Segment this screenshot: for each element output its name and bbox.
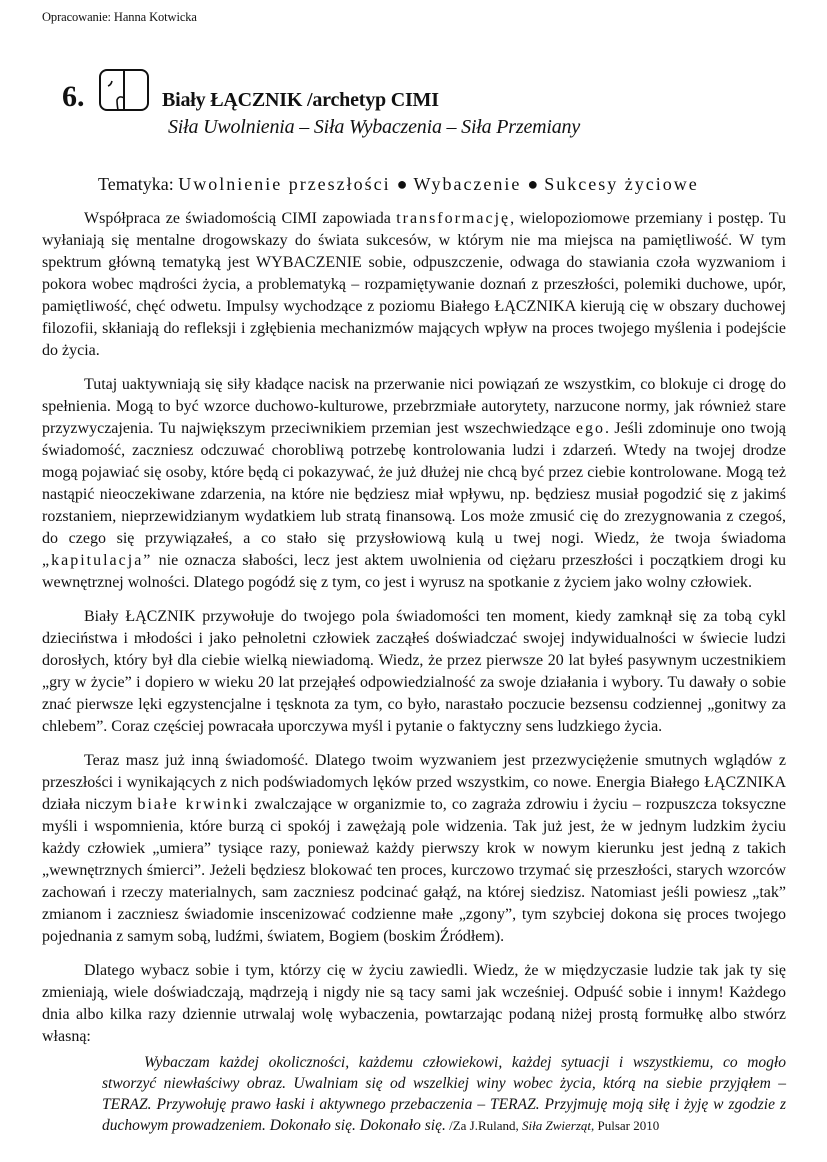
cimi-glyph-icon [98,68,150,112]
body-text [42,208,786,1136]
topic-item: Sukcesy życiowe [544,174,699,194]
text-run: Tutaj uaktywniają się siły kładące nacisk na przerwanie nici powiązań ze wszystkim, co blokuje ci drogę do spełnienia. Mogą to być wzorce duchowo-kulturowe, przebrzmiałe autorytety, narzucone normy, jak również stare przyzwyczajenia. Tu największym przeciwnikiem przemian jest wszechwiedzące [42,376,786,437]
quote-text: Wybaczam każdej okoliczności, każdemu człowiekowi, każdej sytuacji i wszystkiemu, co mogło stworzyć niewłaściwy obraz. Uwalniam się od wszelkiej winy wobec życia, którą na siebie przyjąłem – TERAZ. Przywołuję prawo łaski i aktywnego przebaczenia – TERAZ. Przyjmuję moją siłę i żyję w zgodzie z duchowym prowadzeniem. Dokonało się. Dokonało się. [102,1054,786,1134]
topic-item: Wybaczenie [413,174,522,194]
quote-source-publisher: , Pulsar 2010 [591,1118,660,1133]
emphasis-text: ego [575,420,605,437]
topic-item: Uwolnienie przeszłości [178,174,391,194]
text-run: nie oznacza słabości, lecz jest aktem uwolnienia od ciężaru przeszłości i początkiem drogi ku wewnętrznej wolności. Dlatego pogódź się z tym, co jest i wyrusz na spotkanie z życiem jako wolny człowiek. [42,552,786,591]
chapter-number: 6. [62,80,85,113]
paragraph-2 [42,374,786,594]
text-run: zwalczające w organizmie to, co zagraża zdrowiu i życiu – rozpuszcza toksyczne myśli i wspomnienia, które burzą ci spokój i zawężają pole widzenia. Tak już jest, że w jednym ludzkim życiu każdy człowiek „umiera” tysiące razy, ponieważ każdy pierwszy krok w nowym kierunku jest jedną z takich „wewnętrznych śmierci”. Jeżeli będziesz blokować ten proces, kurczowo trzymać się przeszłości, starych wzorców zachowań i rzeczy materialnych, sam zaczniesz podcinać gałąź, na której siedzisz. Natomiast jeśli powiesz „tak” zmianom i zaczniesz świadomie inscenizować codzienne małe „zgony”, tym szybciej dokona się proces twojego pojednania z samym sobą, ludźmi, światem, Bogiem (boskim Źródłem). [42,796,787,945]
quote-source: /Za J.Ruland, [445,1118,523,1133]
bullet-icon: ● [527,174,539,194]
chapter-title-block [62,68,802,148]
subtitle: Siła Uwolnienia – Siła Wybaczenia – Siła Przemiany [168,116,581,138]
text-run: . Jeśli zdominuje ono twoją świadomość, zaczniesz odczuwać chorobliwą potrzebę kontrolowania ludzi i zdarzeń. Wtedy na twojej drodze mogą pojawiać się osoby, które będą ci pokazywać, że już dłużej nie chcą być przez ciebie kontrolowane. Mogą też nastąpić nieoczekiwane zdarzenia, na które nie będziesz miał wpływu, np. będziesz musiał pogodzić się z jakimś rozstaniem, nieprzewidzianym wydatkiem lub stratą finansową. Los może zmusić cię do zrezygnowania z czegoś, do czego się przywiązałeś, a co stało się przysłowiową kulą u twej nogi. Wiedz, że twoja świadoma [42,420,786,547]
text-run: , wielopoziomowe przemiany i postęp. Tu wyłaniają się mentalne drogowskazy do świata sukcesów, w którym nie ma miejsca na pamiętliwość. W tym spektrum główną tematyką jest WYBACZENIE sobie, odpuszczenie, odwaga do stawiania czoła wyzwaniom i pokora wobec mądrości życia, a problematyką – rozpamiętywanie doznań z przeszłości, polemiki duchowe, upór, pamiętliwość, chęć odwetu. Impulsy wychodzące z poziomu Białego ŁĄCZNIKA kierują cię w obszary duchowej filozofii, skłaniają do refleksji i zgłębienia mechanizmów mających wpływ na proces twojego myślenia i podejście do życia. [42,210,787,359]
paragraph-1 [42,208,786,362]
topics-line [98,174,699,195]
quote-source-title: Siła Zwierząt [522,1118,592,1133]
text-run: Teraz masz już inną świadomość. Dlatego twoim wyzwaniem jest przezwyciężenie smutnych wglądów z przeszłości i wynikających z nich podświadomych lęków przed wszystkim, co nowe. Energia Białego ŁĄCZNIKA działa niczym [42,752,786,813]
bullet-icon: ● [396,174,408,194]
emphasis-text: białe krwinki [137,796,250,813]
emphasis-text: „kapitulacja” [42,552,153,569]
paragraph-4 [42,750,786,948]
main-title: Biały ŁĄCZNIK /archetyp CIMI [162,89,439,111]
text-run: Współpraca ze świadomością CIMI zapowiada [84,210,397,227]
paragraph-5: Dlatego wybacz sobie i tym, którzy cię w życiu zawiedli. Wiedz, że w międzyczasie ludzie tak jak ty się zmieniają, wiele doświadczają, mądrzeją i nigdy nie są tacy sami jak wcześniej. Odpuść sobie i innym! Każdego dnia albo kilka razy dziennie utrwalaj wolę wybaczenia, powtarzając podaną niżej prostą formułkę albo stwórz własną: [42,962,786,1045]
forgiveness-formula-quote [102,1052,786,1136]
emphasis-text: transformację [396,210,511,227]
topics-label: Tematyka: [98,174,179,194]
paragraph-3: Biały ŁĄCZNIK przywołuje do twojego pola świadomości ten moment, kiedy zamknął się za tobą cykl dzieciństwa i młodości i jako pełnoletni człowiek zacząłeś doświadczać swojej indywidualności w świecie ludzi dorosłych, który był dla ciebie wielką niewiadomą. Wiedz, że przez pierwsze 20 lat byłeś pasywnym uczestnikiem „gry w życie” i dopiero w wieku 20 lat przejąłeś odpowiedzialność za swoje działania i wybory. Tu dawały o sobie znać pierwsze lęki egzystencjalne i tęsknota za tym, co było, narastało poczucie bezsensu codziennej „gonitwy za chlebem”. Coraz częściej powracała uporczywa myśl i pytanie o faktyczny sens ludzkiego życia. [42,608,786,735]
author-note: Opracowanie: Hanna Kotwicka [42,10,197,24]
